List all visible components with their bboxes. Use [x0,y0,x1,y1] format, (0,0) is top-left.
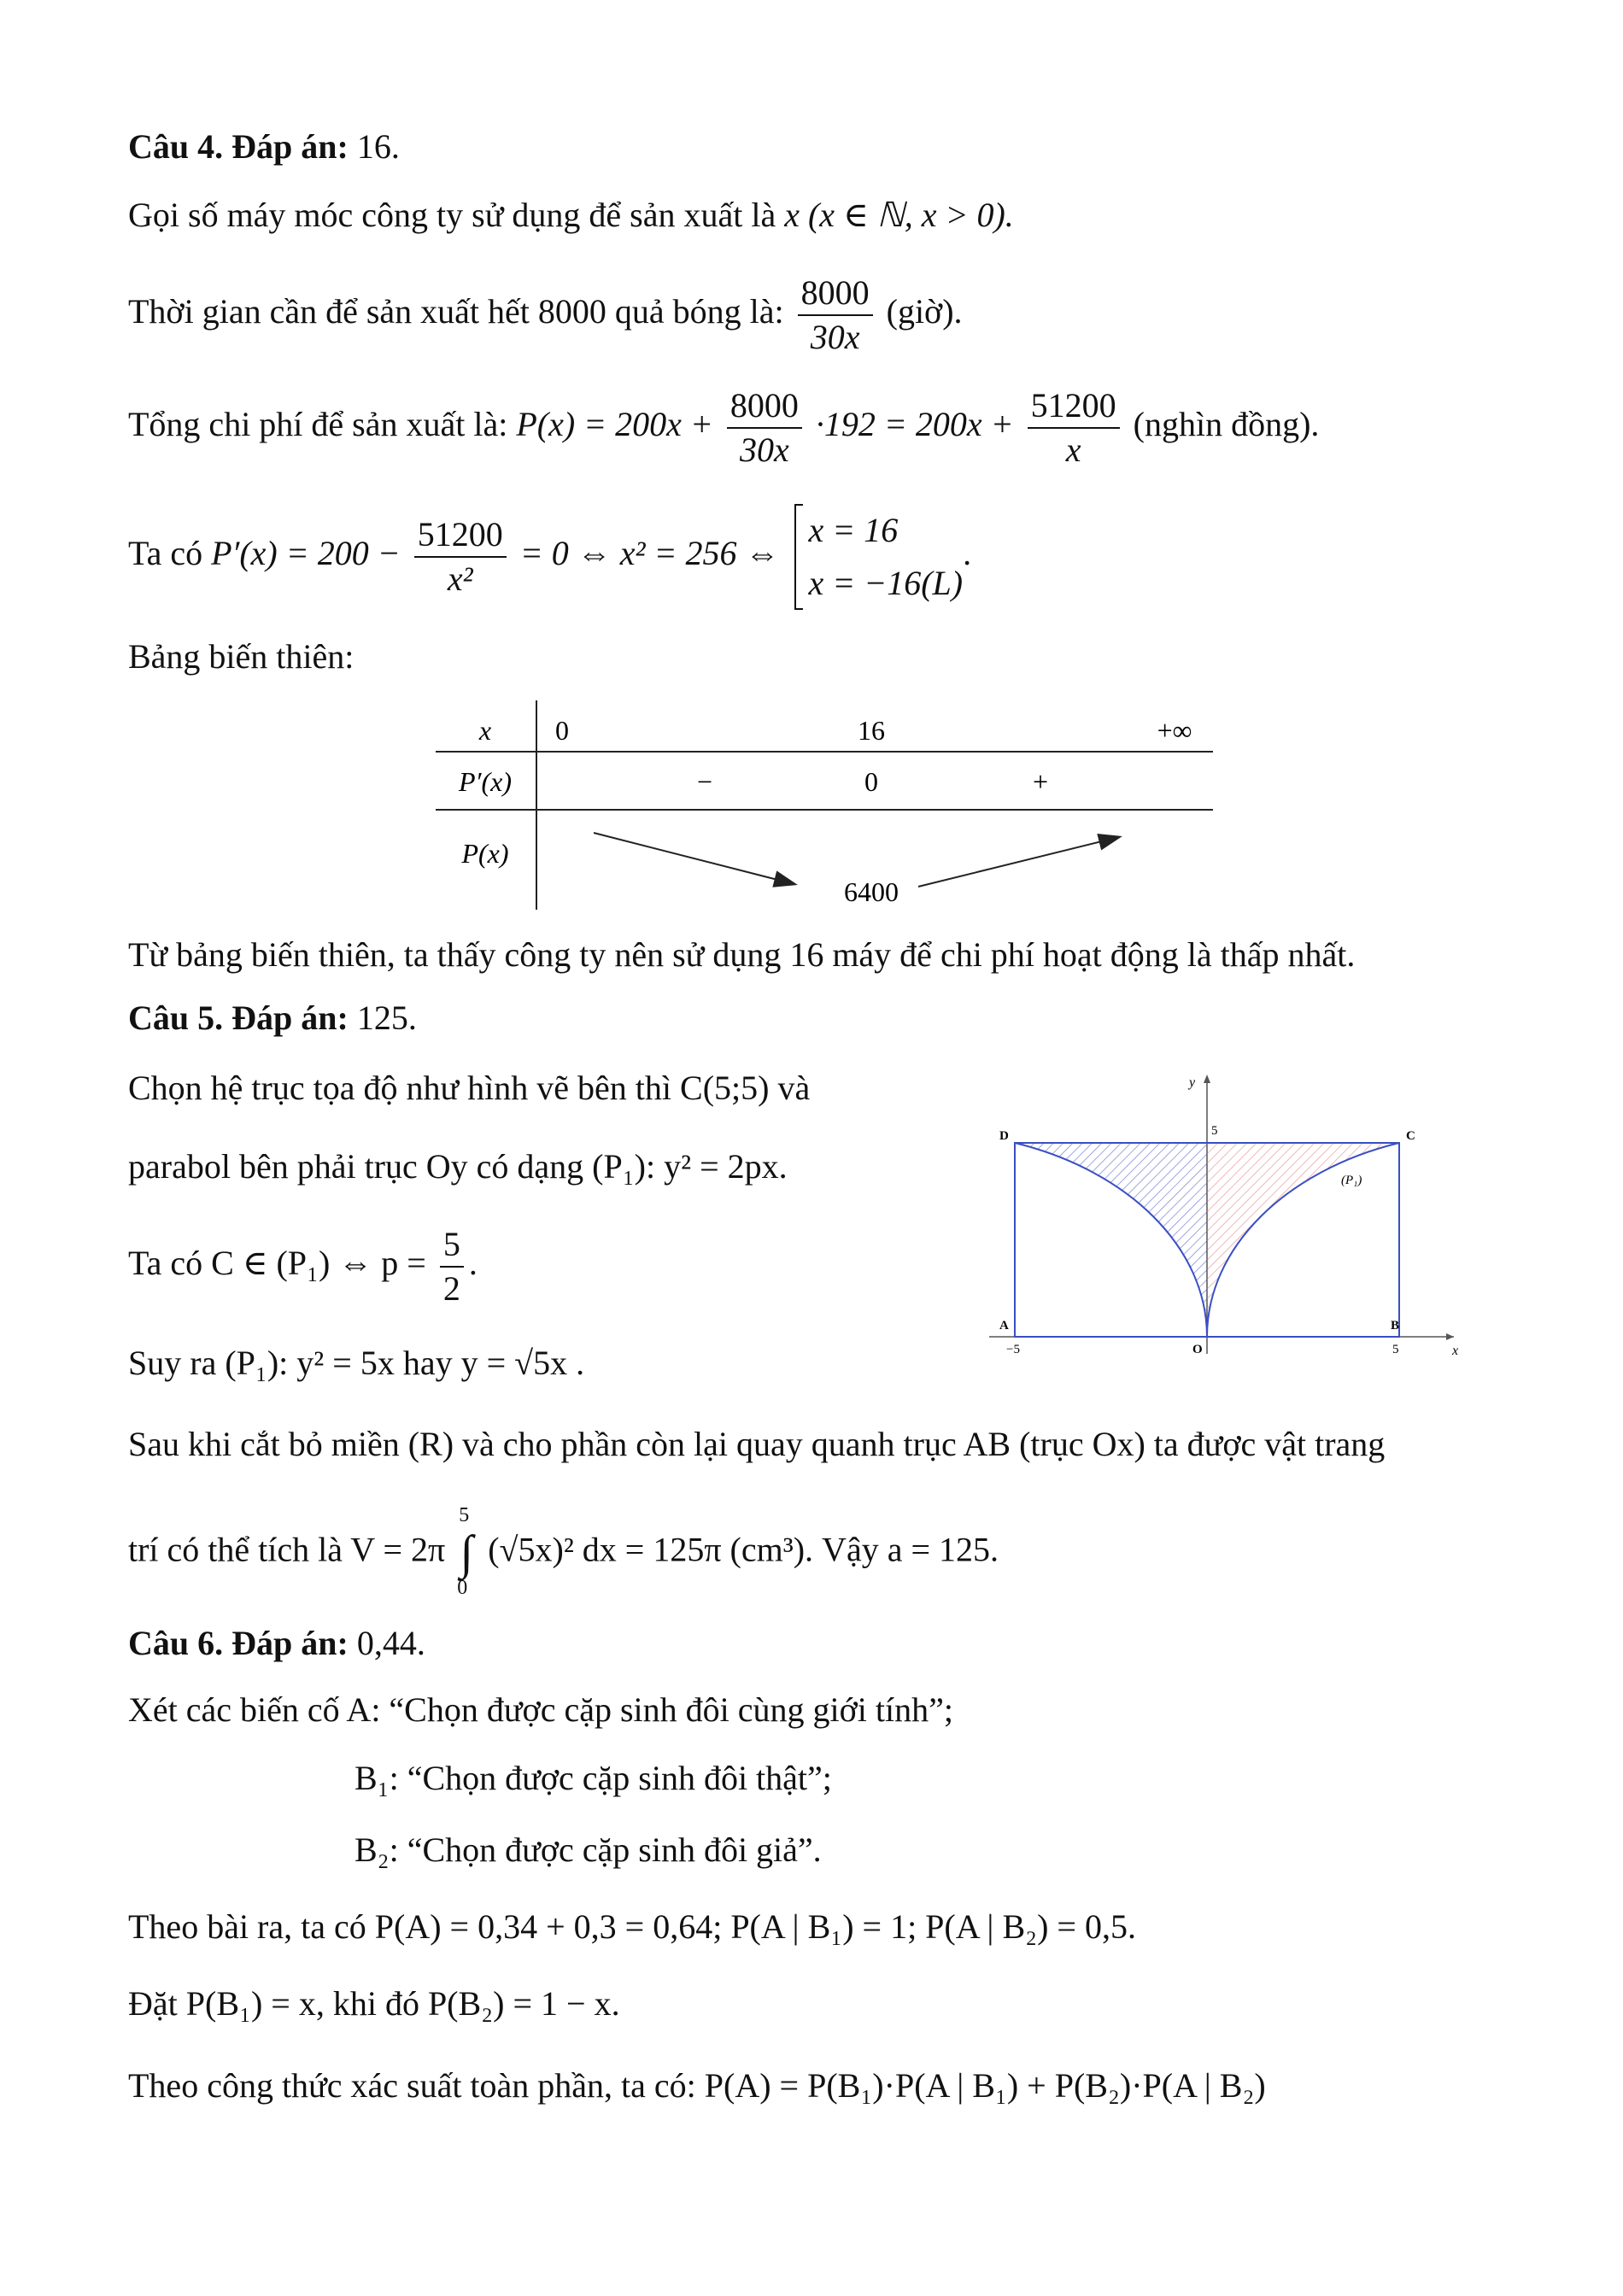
q5-l1-text: Chọn hệ trục tọa độ như hình vẽ bên thì C(5;5) và [128,1069,811,1107]
q4-l2-text: Thời gian cần để sản xuất hết 8000 quả bóng là: [128,292,784,331]
table-h-0: 0 [555,715,569,746]
q4-l1-text: Gọi số máy móc công ty sử dụng để sản xuất là [128,196,776,234]
q4-l3-a: P(x) = 200x + [516,405,713,444]
table-r2-label: P(x) [461,838,509,869]
q5-l3-fraction [440,1223,464,1310]
q5-int-upper: 5 [459,1504,470,1526]
q6-l5-text: Đặt P(B₁) = x, khi đó P(B₂) = 1 − x. [128,1984,620,2023]
q5-l5-text: Sau khi cắt bỏ miền (R) và cho phần còn lại quay quanh trục AB (trục Ox) ta được vật trang [128,1425,1386,1463]
q6-l2-text: B₁: “Chọn được cặp sinh đôi thật”; [354,1759,832,1797]
q4-line5 [128,636,354,677]
q6-line3 [354,1830,822,1871]
q4-l3-unit: (nghìn đồng). [1133,405,1320,444]
q6-line4 [128,1906,1136,1948]
q5-l3-den: 2 [442,1269,460,1308]
q4-heading-line [128,126,400,167]
q5-l4-text: Suy ra (P₁): y² = 5x hay y = √5x . [128,1344,585,1382]
q5-l3-num: 5 [440,1223,464,1268]
q5-int-lower: 0 [457,1577,468,1599]
q4-answer: 16. [356,127,400,166]
q6-line1 [128,1690,953,1731]
q6-l4-text: Theo bài ra, ta có P(A) = 0,34 + 0,3 = 0,64; P(A | B₁) = 1; P(A | B₂) = 0,5. [128,1907,1136,1946]
q5-figure [974,1068,1469,1358]
q4-l3-f1-den: 30x [740,430,789,469]
q4-l3-fraction2 [1028,384,1120,472]
table-h-16: 16 [858,715,885,746]
q5-l2-text: parabol bên phải trục Oy có dạng (P₁): y² = 2px. [128,1147,788,1186]
q4-l3-f1-num: 8000 [727,384,802,429]
table-r1-plus: + [1032,766,1049,797]
table-r1-label: P′(x) [458,766,513,797]
q4-l2-fraction [798,272,873,359]
q5-line5 [128,1424,1385,1465]
q4-line1 [128,195,1014,236]
q5-line6 [128,1504,999,1599]
q4-conclusion [128,934,1355,975]
q6-line2 [354,1758,832,1799]
q4-conclusion-text: Từ bảng biến thiên, ta thấy công ty nên sử dụng 16 máy để chi phí hoạt động là thấp nhất. [128,935,1356,974]
q5-line4 [128,1343,584,1384]
q4-l4-num: 51200 [414,513,507,558]
fig-tick-5: 5 [1211,1124,1218,1138]
variation-table [427,700,1222,922]
q5-l3-a: Ta có C ∈ (P₁) ⇔ p = [128,1244,426,1283]
fig-label-D: D [999,1129,1009,1143]
table-r2-min: 6400 [844,876,899,907]
q5-l6-a: trí có thể tích là V = 2π [128,1530,446,1569]
fig-label-A: A [999,1319,1009,1332]
q4-l5-text: Bảng biến thiên: [128,637,354,676]
q5-line3: Ta có C ∈ (P₁) ⇔ p = $\frac{5}{2}$ . [128,1223,478,1310]
q6-heading: Câu 6. Đáp án: [128,1624,349,1662]
q6-line5 [128,1983,620,2024]
hatch-left-region [1015,1143,1207,1337]
q4-l4-den: x² [447,559,473,598]
q4-l4-case1: x = 16 [808,511,899,549]
y-axis-arrow-icon [1204,1075,1210,1083]
q4-l4-cases [794,504,963,610]
q5-l6-b: (√5x)² dx = 125π (cm³). Vậy a = 125. [488,1530,999,1569]
table-arrow-down [594,833,794,884]
x-axis-arrow-icon [1446,1333,1454,1340]
q5-int-sign: ∫ [460,1526,473,1579]
q5-integral [454,1504,479,1599]
q4-l3-text: Tổng chi phí để sản xuất là: [128,405,508,444]
fig-label-C: C [1406,1129,1415,1143]
q4-l4-case2: x = −16(L) [808,564,964,602]
q4-line2 [128,272,963,359]
q5-answer: 125. [356,999,417,1037]
fig-x-label: x [1452,1344,1459,1358]
table-h-inf: +∞ [1157,715,1192,746]
q4-l2-den: 30x [810,318,860,356]
q6-l6-text: Theo công thức xác suất toàn phần, ta có: P(A) = P(B₁)·P(A | B₁) + P(B₂)·P(A | B₂) [128,2066,1266,2105]
fig-label-O: O [1192,1343,1203,1356]
q4-l3-f2-den: x [1065,430,1081,469]
q4-l2-num: 8000 [798,272,873,316]
q6-line6 [128,2065,1266,2106]
fig-y-label: y [1189,1075,1196,1090]
q6-l3-text: B₂: “Chọn được cặp sinh đôi giả”. [354,1830,822,1869]
q6-answer: 0,44. [356,1624,425,1662]
q5-heading: Câu 5. Đáp án: [128,999,349,1037]
q4-l4-b: = 0 ⇔ x² = 256 ⇔ [519,534,780,573]
table-r1-zero: 0 [864,766,878,797]
q4-l4-text: Ta có [128,534,203,573]
q6-heading-line [128,1623,425,1664]
q4-l2-unit: (giờ). [886,292,963,331]
q4-l4-a: P′(x) = 200 − [211,534,401,573]
q4-l1-math: x (x ∈ ℕ, x > 0). [784,196,1014,234]
q4-heading: Câu 4. Đáp án: [128,127,349,166]
q4-line4: Ta có P′(x) = 200 − $\frac{51200}{\text{x²}}$ = 0 ⇔ x² = 256 ⇔ x = 16 x = −16(L) . [128,504,971,610]
table-h-x: x [478,715,492,746]
q4-l3-b: ·192 = 200x + [815,405,1014,444]
q4-l3-fraction1 [727,384,802,472]
q4-line3 [128,384,1319,472]
q5-heading-line [128,998,417,1039]
q4-l3-f2-num: 51200 [1028,384,1120,429]
fig-tick-x5: 5 [1392,1343,1399,1356]
table-arrow-up [918,837,1119,887]
q4-l4-fraction [414,513,507,600]
fig-tick-minus5: −5 [1006,1343,1020,1356]
fig-label-B: B [1391,1319,1400,1332]
table-r1-minus: − [696,766,713,797]
fig-curve-label: (P₁) [1341,1174,1362,1187]
q5-line1 [128,1068,810,1109]
q5-line2 [128,1146,788,1187]
hatch-right-region [1207,1143,1399,1337]
q6-l1-text: Xét các biến cố A: “Chọn được cặp sinh đôi cùng giới tính”; [128,1690,953,1729]
